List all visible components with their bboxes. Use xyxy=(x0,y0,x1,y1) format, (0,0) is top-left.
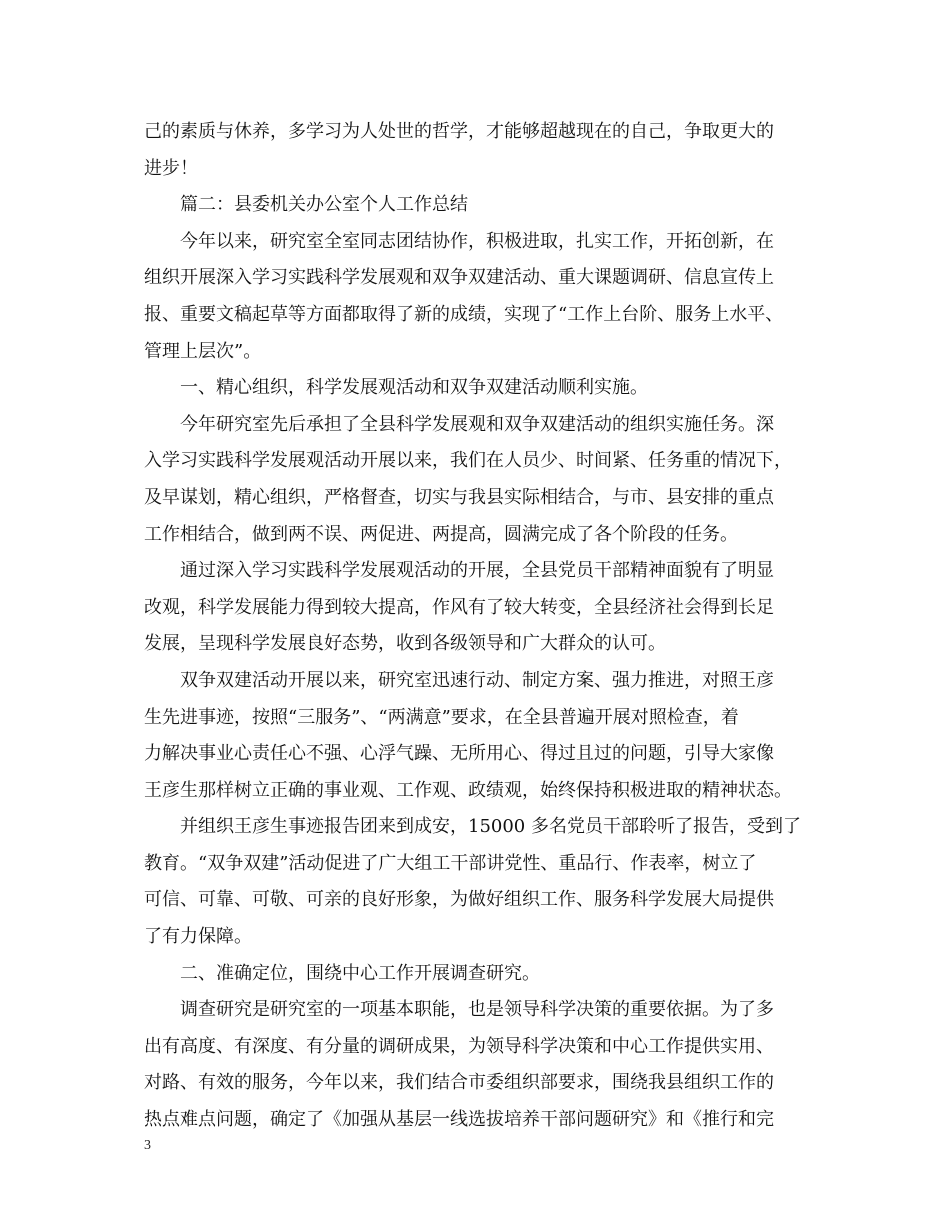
text-line: 并组织王彦生事迹报告团来到成安，15000 多名党员干部聆听了报告，受到了 xyxy=(180,816,801,838)
text-line: 及早谋划，精心组织，严格督查，切实与我县实际相结合，与市、县安排的重点 xyxy=(144,486,774,508)
text-line: 生先进事迹，按照“三服务”、“两满意”要求，在全县普遍开展对照检查，着 xyxy=(144,706,739,728)
text-line: 报、重要文稿起草等方面都取得了新的成绩，实现了“工作上台阶、服务上水平、 xyxy=(144,303,784,325)
text-line: 教育。“双争双建”活动促进了广大组工干部讲党性、重品行、作表率，树立了 xyxy=(144,852,757,874)
text-line: 热点难点问题，确定了《加强从基层一线选拔培养干部问题研究》和《推行和完 xyxy=(144,1109,774,1131)
text-line: 管理上层次”。 xyxy=(144,340,262,362)
text-line: 今年研究室先后承担了全县科学发展观和双争双建活动的组织实施任务。深 xyxy=(180,413,774,435)
text-line: 进步！ xyxy=(144,157,198,179)
text-line: 调查研究是研究室的一项基本职能，也是领导科学决策的重要依据。为了多 xyxy=(180,999,774,1021)
text-line: 通过深入学习实践科学发展观活动的开展，全县党员干部精神面貌有了明显 xyxy=(180,560,774,582)
text-line: 二、准确定位，围绕中心工作开展调查研究。 xyxy=(180,962,540,984)
text-line: 了有力保障。 xyxy=(144,926,252,948)
text-line: 可信、可靠、可敬、可亲的良好形象，为做好组织工作、服务科学发展大局提供 xyxy=(144,889,774,911)
text-line: 双争双建活动开展以来，研究室迅速行动、制定方案、强力推进，对照王彦 xyxy=(180,669,774,691)
page-number: 3 xyxy=(144,1138,151,1153)
text-line: 己的素质与休养，多学习为人处世的哲学，才能够超越现在的自己，争取更大的 xyxy=(144,121,774,142)
text-line: 力解决事业心责任心不强、心浮气躁、无所用心、得过且过的问题，引导大家像 xyxy=(144,743,774,765)
text-line: 组织开展深入学习实践科学发展观和双争双建活动、重大课题调研、信息宣传上 xyxy=(144,267,774,289)
text-line: 篇二：县委机关办公室个人工作总结 xyxy=(180,194,468,216)
text-line: 对路、有效的服务，今年以来，我们结合市委组织部要求，围绕我县组织工作的 xyxy=(144,1072,774,1094)
text-line: 一、精心组织，科学发展观活动和双争双建活动顺利实施。 xyxy=(180,377,648,399)
text-line: 发展，呈现科学发展良好态势，收到各级领导和广大群众的认可。 xyxy=(144,633,666,655)
text-line: 今年以来，研究室全室同志团结协作，积极进取，扎实工作，开拓创新，在 xyxy=(180,230,774,252)
text-line: 王彦生那样树立正确的事业观、工作观、政绩观，始终保持积极进取的精神状态。 xyxy=(144,779,792,801)
text-line: 入学习实践科学发展观活动开展以来，我们在人员少、时间紧、任务重的情况下， xyxy=(144,450,792,472)
text-line: 改观，科学发展能力得到较大提高，作风有了较大转变，全县经济社会得到长足 xyxy=(144,596,774,618)
text-line: 工作相结合，做到两不误、两促进、两提高，圆满完成了各个阶段的任务。 xyxy=(144,523,738,545)
document-body xyxy=(144,114,810,1139)
text-line: 出有高度、有深度、有分量的调研成果，为领导科学决策和中心工作提供实用、 xyxy=(144,1035,774,1057)
